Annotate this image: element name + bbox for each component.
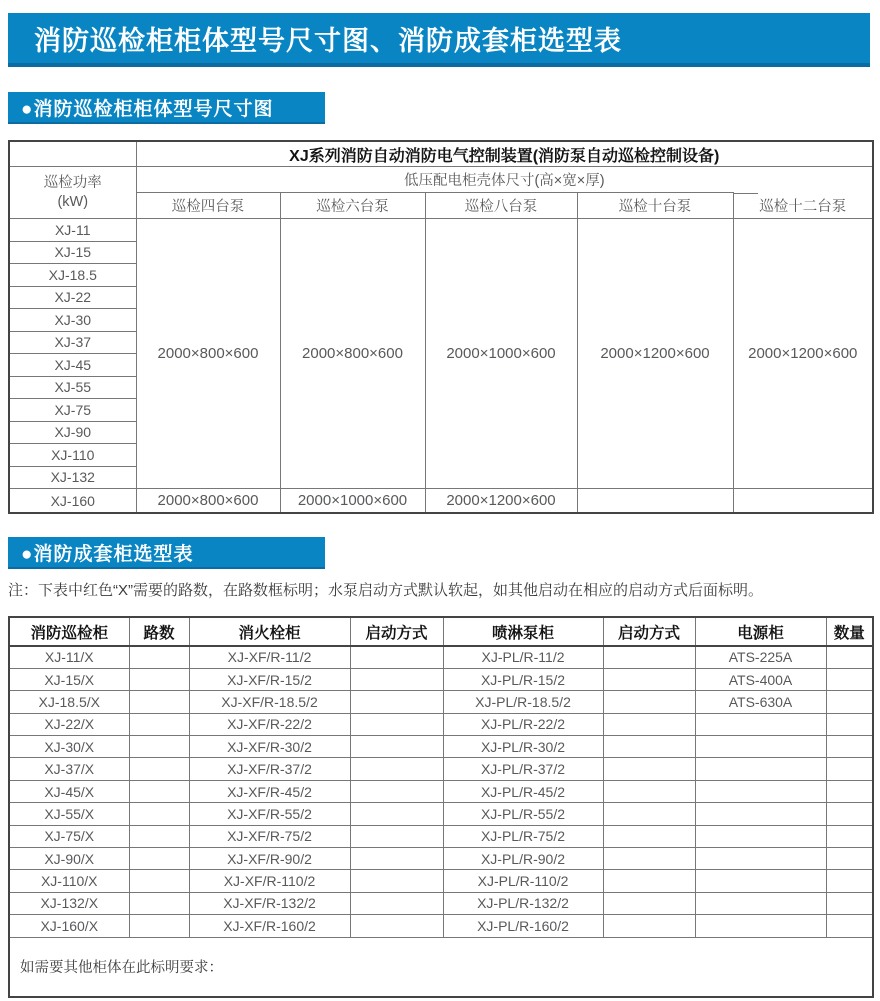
model-cell: XJ-110: [9, 444, 136, 467]
table2-cell: [826, 803, 873, 825]
table2-cell: XJ-PL/R-15/2: [443, 668, 603, 690]
table2-cell: XJ-XF/R-37/2: [189, 758, 350, 780]
table2-row: [9, 803, 873, 825]
table2-cell: ATS-630A: [695, 691, 826, 713]
pump-column-header: 巡检八台泵: [425, 193, 577, 219]
table2-cell: [129, 736, 189, 758]
table2-cell: XJ-PL/R-75/2: [443, 825, 603, 847]
model-cell: XJ-22: [9, 286, 136, 309]
model-cell: XJ-30: [9, 309, 136, 332]
table2-cell: XJ-PL/R-110/2: [443, 870, 603, 892]
partial-grid-line: [733, 193, 758, 194]
table2-cell: ATS-400A: [695, 668, 826, 690]
table1-model-row: [9, 219, 873, 242]
table2-cell: [129, 713, 189, 735]
table2-cell: [129, 848, 189, 870]
model-cell: XJ-75: [9, 399, 136, 422]
table2-cell: [695, 758, 826, 780]
merged-size-cell: 2000×1000×600: [425, 219, 577, 489]
table2-cell: XJ-XF/R-132/2: [189, 892, 350, 914]
merged-size-cell: 2000×800×600: [136, 219, 280, 489]
table2-cell: [695, 870, 826, 892]
table2-cell: XJ-XF/R-110/2: [189, 870, 350, 892]
table2-cell: [695, 825, 826, 847]
table2-cell: [603, 668, 695, 690]
table2-cell: XJ-90/X: [9, 848, 129, 870]
table2-cell: XJ-XF/R-30/2: [189, 736, 350, 758]
column-header: 喷淋泵柜: [443, 617, 603, 646]
table2-cell: XJ-15/X: [9, 668, 129, 690]
table2-cell: ATS-225A: [695, 646, 826, 668]
pump-column-header: 巡检四台泵: [136, 193, 280, 219]
table2-cell: [603, 691, 695, 713]
model-cell: XJ-132: [9, 466, 136, 489]
table1-subtitle-row: [9, 167, 873, 193]
pump-column-header-label: 巡检十二台泵: [759, 198, 847, 215]
table2-cell: [695, 736, 826, 758]
table2-cell: [826, 780, 873, 802]
column-header: 启动方式: [603, 617, 695, 646]
merged-size-cell: 2000×800×600: [280, 219, 425, 489]
model-cell: XJ-45: [9, 354, 136, 377]
table2-cell: [695, 848, 826, 870]
table2-cell: XJ-XF/R-15/2: [189, 668, 350, 690]
cabinet-size-table: [8, 140, 874, 514]
table2-row: [9, 870, 873, 892]
table2-cell: [350, 825, 443, 847]
cabinet-selection-table: [8, 616, 874, 998]
table2-cell: [350, 691, 443, 713]
table2-row: [9, 892, 873, 914]
table2-cell: [129, 825, 189, 847]
section1-badge: [8, 92, 325, 124]
table2-cell: XJ-PL/R-18.5/2: [443, 691, 603, 713]
table2-cell: XJ-75/X: [9, 825, 129, 847]
pump-column-header: [733, 193, 873, 219]
table2-cell: XJ-XF/R-11/2: [189, 646, 350, 668]
table2-row: [9, 646, 873, 668]
model-cell: XJ-55: [9, 376, 136, 399]
table2-cell: [603, 713, 695, 735]
table2-cell: XJ-XF/R-55/2: [189, 803, 350, 825]
size-cell: 2000×800×600: [136, 489, 280, 514]
model-cell: XJ-160: [9, 489, 136, 514]
table2-cell: XJ-11/X: [9, 646, 129, 668]
pump-header-row: [9, 193, 873, 219]
power-header-cell: [9, 167, 136, 219]
table2-cell: [603, 915, 695, 937]
table1-title: XJ系列消防自动消防电气控制装置(消防泵自动巡检控制设备): [136, 141, 873, 167]
table2-cell: [695, 713, 826, 735]
table2-cell: XJ-30/X: [9, 736, 129, 758]
table2-cell: [826, 892, 873, 914]
table2-cell: [603, 870, 695, 892]
table2-cell: [826, 713, 873, 735]
table2-cell: [350, 848, 443, 870]
table2-cell: [695, 780, 826, 802]
table2-cell: XJ-160/X: [9, 915, 129, 937]
table2-cell: [129, 758, 189, 780]
table2-header-row: [9, 617, 873, 646]
table2-cell: XJ-22/X: [9, 713, 129, 735]
table2-cell: XJ-110/X: [9, 870, 129, 892]
table2-cell: [826, 691, 873, 713]
table2-cell: XJ-PL/R-55/2: [443, 803, 603, 825]
table2-cell: [350, 915, 443, 937]
page-title-banner: [8, 13, 870, 67]
table2-cell: [695, 803, 826, 825]
table2-cell: XJ-XF/R-160/2: [189, 915, 350, 937]
pump-column-header: 巡检六台泵: [280, 193, 425, 219]
table2-cell: [129, 892, 189, 914]
table2-cell: XJ-45/X: [9, 780, 129, 802]
table2-cell: [603, 736, 695, 758]
table2-cell: [350, 668, 443, 690]
model-cell: XJ-11: [9, 219, 136, 242]
table2-cell: [350, 758, 443, 780]
table2-cell: XJ-PL/R-160/2: [443, 915, 603, 937]
table2-cell: [350, 780, 443, 802]
size-cell: [733, 489, 873, 514]
table2-cell: XJ-PL/R-45/2: [443, 780, 603, 802]
model-cell: XJ-37: [9, 331, 136, 354]
table2-row: [9, 736, 873, 758]
table2-cell: XJ-37/X: [9, 758, 129, 780]
table2-row: [9, 758, 873, 780]
column-header: 电源柜: [695, 617, 826, 646]
size-cell: 2000×1000×600: [280, 489, 425, 514]
table2-cell: [695, 915, 826, 937]
table2-cell: [129, 780, 189, 802]
table2-cell: [129, 803, 189, 825]
table2-row: [9, 668, 873, 690]
table1-title-row: [9, 141, 873, 167]
merged-size-cell: 2000×1200×600: [577, 219, 733, 489]
column-header: 启动方式: [350, 617, 443, 646]
corner-cell: [9, 141, 136, 167]
table2-cell: XJ-XF/R-45/2: [189, 780, 350, 802]
table2-cell: [603, 646, 695, 668]
column-header: 路数: [129, 617, 189, 646]
size-cell: 2000×1200×600: [425, 489, 577, 514]
table2-cell: [603, 825, 695, 847]
column-header: 数量: [826, 617, 873, 646]
table2-cell: XJ-XF/R-22/2: [189, 713, 350, 735]
table2-cell: [603, 892, 695, 914]
table2-cell: [603, 803, 695, 825]
table2-cell: [603, 848, 695, 870]
table2-cell: [826, 646, 873, 668]
table2-cell: [826, 736, 873, 758]
table2-cell: XJ-PL/R-22/2: [443, 713, 603, 735]
table2-row: [9, 825, 873, 847]
table2-cell: [129, 691, 189, 713]
table2-cell: [603, 780, 695, 802]
table2-cell: [350, 892, 443, 914]
table2-cell: XJ-132/X: [9, 892, 129, 914]
pump-column-header: 巡检十台泵: [577, 193, 733, 219]
table2-cell: [826, 825, 873, 847]
table2-cell: XJ-55/X: [9, 803, 129, 825]
table2-cell: [350, 713, 443, 735]
table2-row: [9, 915, 873, 937]
table2-cell: [603, 758, 695, 780]
table2-cell: [695, 892, 826, 914]
table2-cell: XJ-PL/R-90/2: [443, 848, 603, 870]
table2-row: [9, 780, 873, 802]
table2-cell: [826, 848, 873, 870]
table2-cell: [826, 758, 873, 780]
table2-cell: [350, 870, 443, 892]
table2-cell: [826, 870, 873, 892]
table2-cell: XJ-PL/R-30/2: [443, 736, 603, 758]
table2-cell: XJ-PL/R-37/2: [443, 758, 603, 780]
size-cell: [577, 489, 733, 514]
table2-cell: [129, 915, 189, 937]
table2-cell: XJ-PL/R-132/2: [443, 892, 603, 914]
table2-footer-note: 如需要其他柜体在此标明要求：: [9, 937, 873, 997]
table2-cell: XJ-PL/R-11/2: [443, 646, 603, 668]
merged-size-cell: 2000×1200×600: [733, 219, 873, 489]
table2-cell: XJ-XF/R-90/2: [189, 848, 350, 870]
table1-subtitle: 低压配电柜壳体尺寸(高×宽×厚): [136, 167, 873, 193]
model-cell: XJ-18.5: [9, 264, 136, 287]
model-cell: XJ-90: [9, 421, 136, 444]
power-header-line2: (kW): [57, 193, 89, 210]
table1-last-row: [9, 489, 873, 514]
table2-cell: [350, 736, 443, 758]
table2-row: [9, 848, 873, 870]
table2-row: [9, 713, 873, 735]
selection-note: 注：下表中红色“X”需要的路数，在路数框标明；水泵启动方式默认软起，如其他启动在相应的启动方式后面标明。: [8, 582, 764, 599]
table2-cell: [826, 668, 873, 690]
table2-row: [9, 691, 873, 713]
section2-title: ●消防成套柜选型表: [21, 543, 194, 565]
section1-title: ●消防巡检柜柜体型号尺寸图: [21, 98, 274, 120]
column-header: 消火栓柜: [189, 617, 350, 646]
table2-cell: [350, 803, 443, 825]
table2-cell: XJ-XF/R-75/2: [189, 825, 350, 847]
table2-cell: XJ-18.5/X: [9, 691, 129, 713]
table2-cell: XJ-XF/R-18.5/2: [189, 691, 350, 713]
table2-cell: [129, 870, 189, 892]
table2-cell: [826, 915, 873, 937]
model-cell: XJ-15: [9, 241, 136, 264]
power-header-line1: 巡检功率: [43, 174, 102, 191]
table2-cell: [129, 668, 189, 690]
column-header: 消防巡检柜: [9, 617, 129, 646]
page-title: 消防巡检柜柜体型号尺寸图、消防成套柜选型表: [34, 25, 622, 56]
section2-badge: [8, 537, 325, 569]
table2-cell: [350, 646, 443, 668]
table2-cell: [129, 646, 189, 668]
